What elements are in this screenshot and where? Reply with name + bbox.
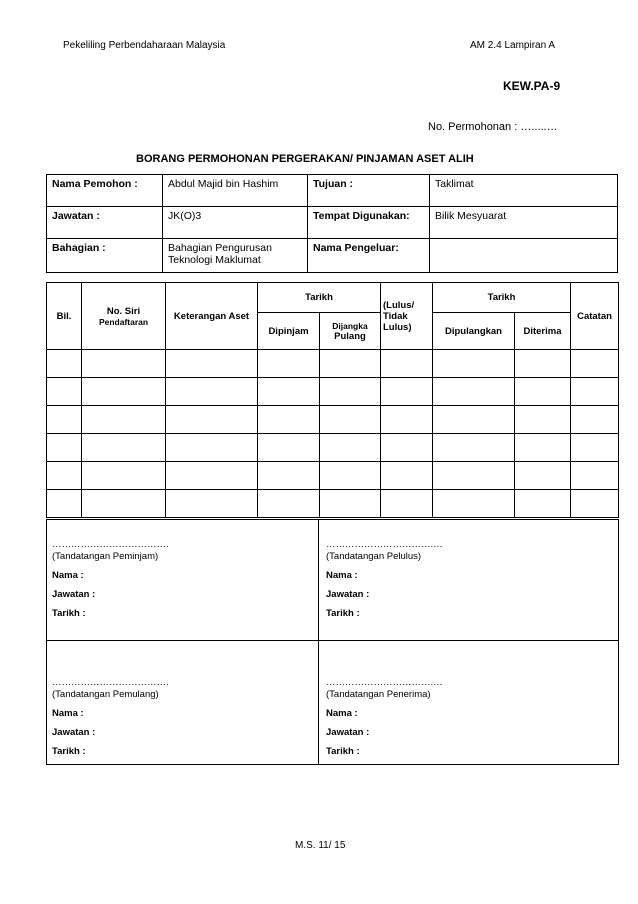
asset-cell[interactable]	[82, 406, 166, 434]
asset-cell[interactable]	[433, 350, 515, 378]
tempat-label: Tempat Digunakan:	[313, 210, 410, 222]
asset-cell[interactable]	[258, 378, 320, 406]
signature-line[interactable]: …………………………….…	[326, 539, 443, 550]
asset-cell[interactable]	[320, 462, 381, 490]
asset-cell[interactable]	[258, 462, 320, 490]
asset-cell[interactable]	[258, 434, 320, 462]
page-number: M.S. 11/ 15	[295, 840, 346, 851]
tarikh-field[interactable]: Tarikh :	[326, 608, 360, 619]
col-dipinjam: Dipinjam	[258, 313, 320, 350]
application-number: No. Permohonan : ….....…	[428, 121, 558, 133]
asset-cell[interactable]	[571, 490, 619, 518]
asset-cell[interactable]	[515, 378, 571, 406]
asset-cell[interactable]	[515, 490, 571, 518]
nama-pemohon-label: Nama Pemohon :	[52, 178, 138, 190]
tujuan-value[interactable]: Taklimat	[430, 175, 618, 207]
asset-cell[interactable]	[320, 490, 381, 518]
asset-cell[interactable]	[515, 406, 571, 434]
asset-cell[interactable]	[166, 378, 258, 406]
asset-cell[interactable]	[571, 378, 619, 406]
asset-row	[47, 490, 619, 518]
jawatan-field[interactable]: Jawatan :	[52, 727, 96, 738]
asset-cell[interactable]	[258, 490, 320, 518]
tarikh-field[interactable]: Tarikh :	[52, 608, 86, 619]
asset-cell[interactable]	[47, 350, 82, 378]
asset-cell[interactable]	[515, 434, 571, 462]
col-dipulangkan: Dipulangkan	[433, 313, 515, 350]
asset-cell[interactable]	[47, 490, 82, 518]
nama-field[interactable]: Nama :	[52, 708, 84, 719]
pengeluar-label: Nama Pengeluar:	[313, 242, 399, 254]
asset-cell[interactable]	[47, 462, 82, 490]
jawatan-label: Jawatan :	[52, 210, 100, 222]
asset-cell[interactable]	[433, 378, 515, 406]
pengeluar-value[interactable]	[430, 239, 618, 273]
col-pendaftaran: Pendaftaran	[98, 316, 149, 327]
asset-cell[interactable]	[82, 350, 166, 378]
asset-cell[interactable]	[320, 434, 381, 462]
col-dijangka: Dijangka	[332, 320, 368, 331]
asset-cell[interactable]	[166, 406, 258, 434]
tarikh-field[interactable]: Tarikh :	[52, 746, 86, 757]
asset-cell[interactable]	[571, 434, 619, 462]
circular-reference: Pekeliling Perbendaharaan Malaysia	[63, 40, 226, 51]
asset-cell[interactable]	[166, 490, 258, 518]
asset-cell[interactable]	[82, 434, 166, 462]
col-catatan: Catatan	[571, 283, 619, 350]
asset-cell[interactable]	[258, 350, 320, 378]
nama-field[interactable]: Nama :	[52, 570, 84, 581]
peminjam-label: (Tandatangan Peminjam)	[52, 551, 159, 562]
asset-cell[interactable]	[82, 490, 166, 518]
asset-cell[interactable]	[166, 434, 258, 462]
asset-cell[interactable]	[571, 462, 619, 490]
signature-line[interactable]: ……………………………….	[52, 539, 169, 550]
asset-row	[47, 434, 619, 462]
asset-row	[47, 462, 619, 490]
pemulang-label: (Tandatangan Pemulang)	[52, 689, 159, 700]
col-lulus: (Lulus/ Tidak Lulus)	[381, 283, 433, 350]
jawatan-field[interactable]: Jawatan :	[326, 589, 370, 600]
asset-cell[interactable]	[381, 434, 433, 462]
asset-cell[interactable]	[381, 350, 433, 378]
nama-field[interactable]: Nama :	[326, 708, 358, 719]
asset-cell[interactable]	[381, 378, 433, 406]
asset-cell[interactable]	[82, 462, 166, 490]
col-diterima: Diterima	[515, 313, 571, 350]
asset-cell[interactable]	[47, 406, 82, 434]
asset-table	[46, 282, 619, 518]
form-code: KEW.PA-9	[503, 79, 561, 93]
applicant-info-table	[46, 174, 618, 273]
appendix-reference: AM 2.4 Lampiran A	[470, 40, 556, 51]
asset-cell[interactable]	[166, 350, 258, 378]
asset-cell[interactable]	[82, 378, 166, 406]
asset-cell[interactable]	[166, 462, 258, 490]
col-tarikh-pinjam: Tarikh	[258, 283, 381, 313]
bahagian-value[interactable]: Bahagian Pengurusan Teknologi Maklumat	[163, 239, 308, 273]
asset-cell[interactable]	[381, 490, 433, 518]
asset-row	[47, 378, 619, 406]
asset-cell[interactable]	[515, 462, 571, 490]
asset-cell[interactable]	[47, 378, 82, 406]
asset-cell[interactable]	[320, 350, 381, 378]
tarikh-field[interactable]: Tarikh :	[326, 746, 360, 757]
asset-cell[interactable]	[381, 462, 433, 490]
col-keterangan: Keterangan Aset	[166, 283, 258, 350]
bahagian-label: Bahagian :	[52, 242, 106, 254]
penerima-label: (Tandatangan Penerima)	[326, 689, 431, 700]
asset-cell[interactable]	[433, 462, 515, 490]
tujuan-label: Tujuan :	[313, 178, 354, 190]
signature-line[interactable]: ……………………………….	[52, 677, 169, 688]
col-no-siri: No. Siri	[106, 305, 141, 317]
asset-cell[interactable]	[258, 406, 320, 434]
asset-cell[interactable]	[433, 434, 515, 462]
nama-field[interactable]: Nama :	[326, 570, 358, 581]
jawatan-value[interactable]: JK(O)3	[163, 207, 308, 239]
tempat-value[interactable]: Bilik Mesyuarat	[430, 207, 618, 239]
asset-row	[47, 406, 619, 434]
col-tarikh-pulang: Tarikh	[433, 283, 571, 313]
col-pulang: Pulang	[334, 330, 366, 342]
asset-cell[interactable]	[515, 350, 571, 378]
jawatan-field[interactable]: Jawatan :	[326, 727, 370, 738]
signature-line[interactable]: …………………………….…	[326, 677, 443, 688]
asset-cell[interactable]	[381, 406, 433, 434]
pelulus-label: (Tandatangan Pelulus)	[326, 551, 422, 562]
asset-cell[interactable]	[47, 434, 82, 462]
form-title: BORANG PERMOHONAN PERGERAKAN/ PINJAMAN ASET ALIH	[136, 153, 474, 165]
asset-row	[47, 350, 619, 378]
asset-cell[interactable]	[320, 406, 381, 434]
nama-pemohon-value[interactable]: Abdul Majid bin Hashim	[163, 175, 308, 207]
asset-cell[interactable]	[571, 406, 619, 434]
col-bil: Bil.	[47, 283, 82, 350]
asset-cell[interactable]	[571, 350, 619, 378]
asset-cell[interactable]	[320, 378, 381, 406]
asset-cell[interactable]	[433, 490, 515, 518]
jawatan-field[interactable]: Jawatan :	[52, 589, 96, 600]
asset-cell[interactable]	[433, 406, 515, 434]
